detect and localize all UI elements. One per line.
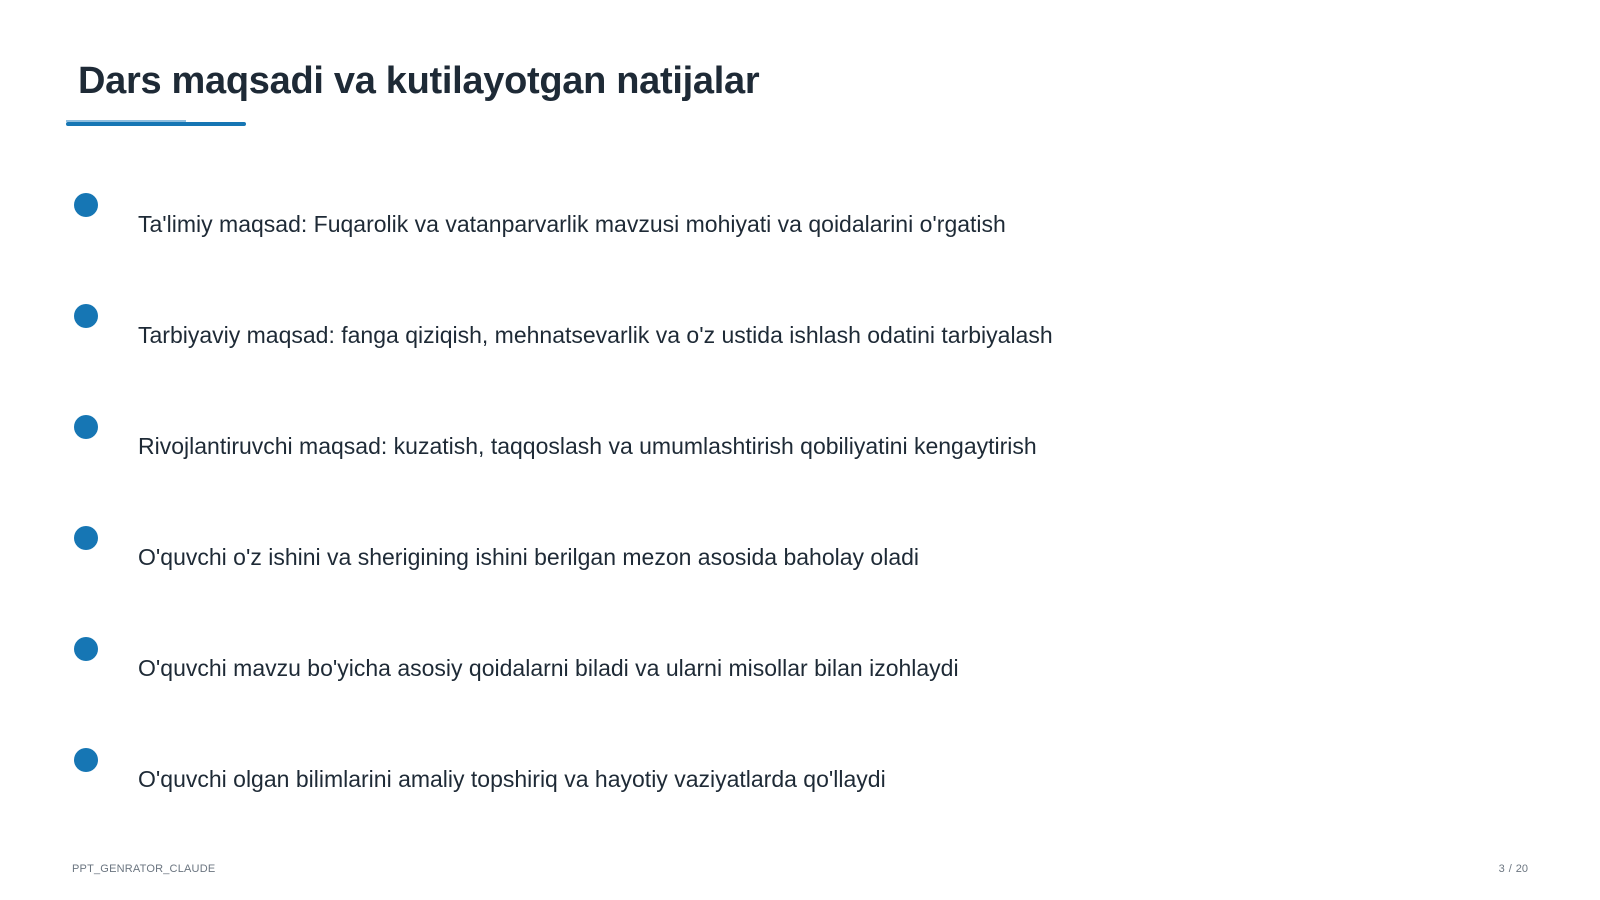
bullet-text: O'quvchi mavzu bo'yicha asosiy qoidalarni biladi va ularni misollar bilan izohlaydi	[138, 655, 959, 681]
page-current: 3	[1498, 863, 1505, 875]
bullet-dot-icon	[74, 748, 98, 772]
page-separator: /	[1508, 863, 1512, 875]
bullet-dot-icon	[74, 526, 98, 550]
bullet-dot-icon	[74, 304, 98, 328]
bullet-text: O'quvchi olgan bilimlarini amaliy topshiriq va hayotiy vaziyatlarda qo'llaydi	[138, 766, 886, 792]
bullet-text: Tarbiyaviy maqsad: fanga qiziqish, mehnatsevarlik va o'z ustida ishlash odatini tarbiyalash	[138, 322, 1053, 348]
list-item	[74, 748, 1374, 808]
list-item	[74, 415, 1374, 475]
bullet-dot-icon	[74, 193, 98, 217]
bullet-text: O'quvchi o'z ishini va sherigining ishini berilgan mezon asosida baholay oladi	[138, 544, 920, 570]
list-item	[74, 637, 1374, 697]
slide-title: Dars maqsadi va kutilayotgan natijalar	[78, 60, 760, 102]
footer-brand: PPT_GENRATOR_CLAUDE	[72, 863, 216, 875]
bullet-dot-icon	[74, 637, 98, 661]
bullet-text: Rivojlantiruvchi maqsad: kuzatish, taqqoslash va umumlashtirish qobiliyatini kengaytirish	[138, 433, 1037, 459]
list-item	[74, 526, 1374, 586]
list-item	[74, 304, 1374, 364]
bullet-dot-icon	[74, 415, 98, 439]
page-indicator	[1497, 863, 1530, 875]
page-total: 20	[1515, 863, 1528, 875]
list-item	[74, 193, 1374, 253]
bullet-text: Ta'limiy maqsad: Fuqarolik va vatanparvarlik mavzusi mohiyati va qoidalarini o'rgatish	[138, 211, 1006, 237]
